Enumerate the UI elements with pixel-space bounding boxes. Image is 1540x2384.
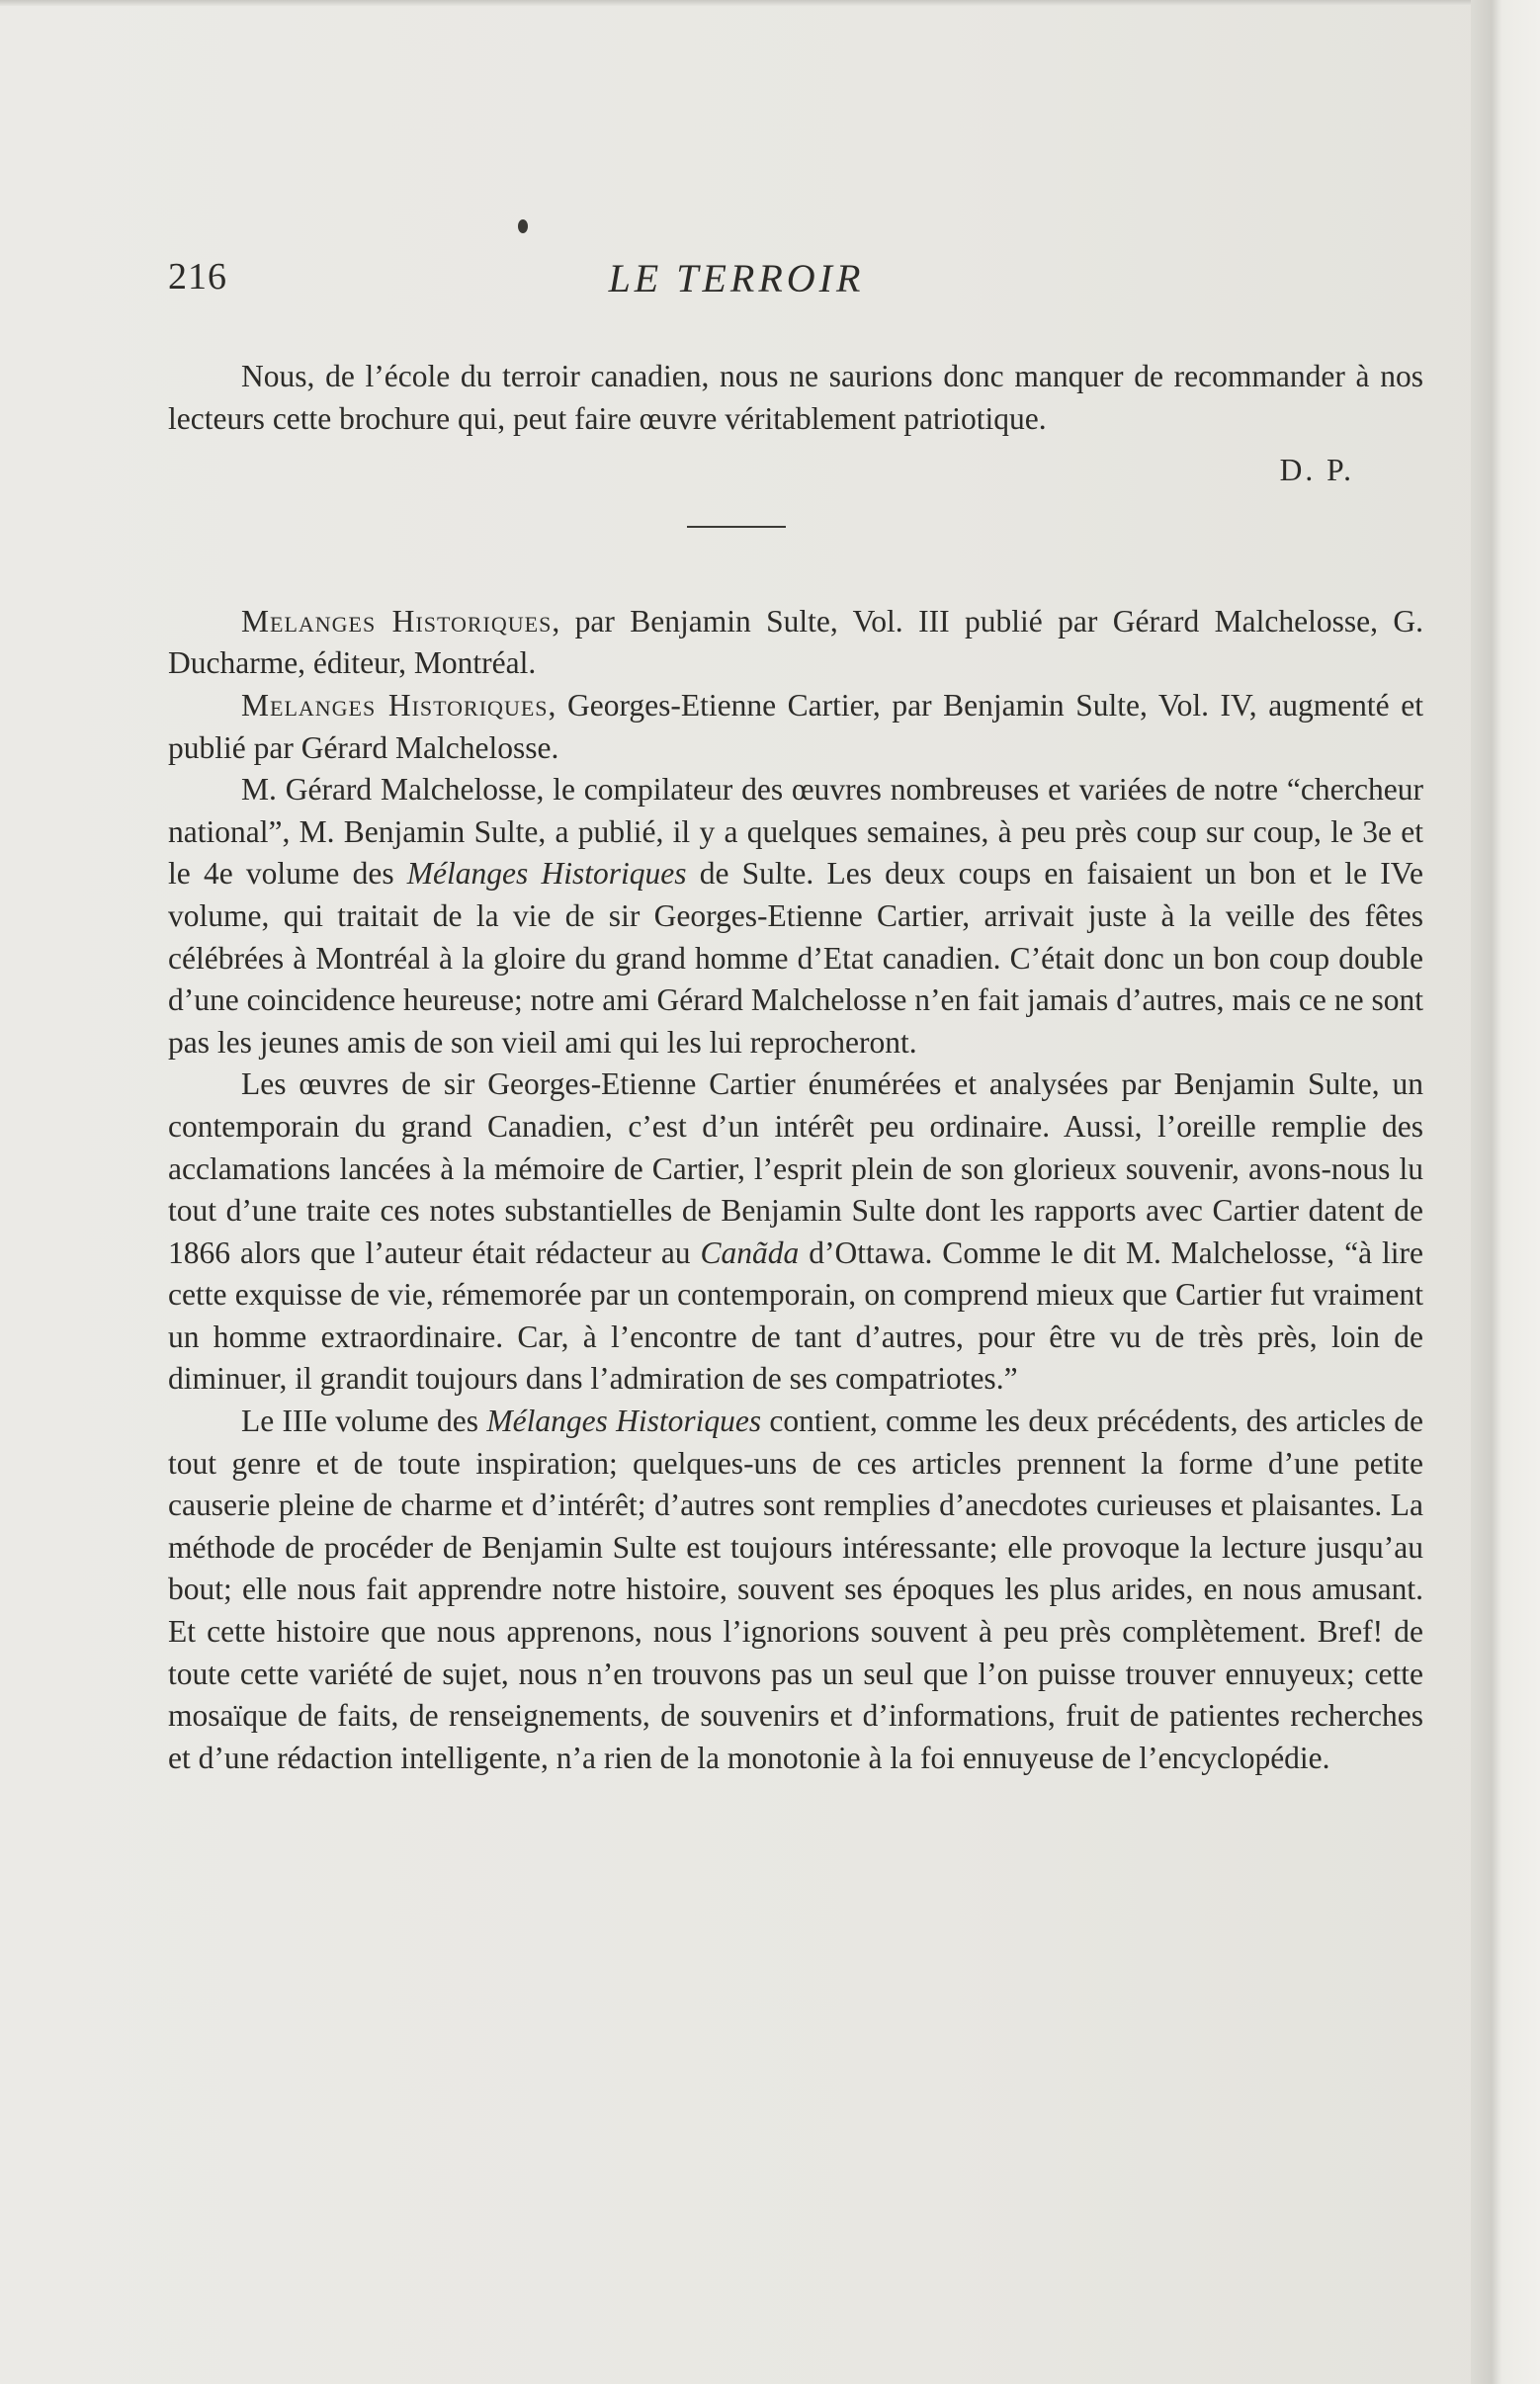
page-number: 216 (168, 256, 227, 298)
review2-paragraph-3: Le IIIe volume des Mélanges Historiques contient, comme les deux précédents, des articles de tout genre et de toute inspiration; quelques-uns de ces articles prennent la forme d’une petite causerie pleine de charme et d’intérêt; d’autres sont remplies d’anecdotes curieuses et plaisantes. La méthode de procéder de Benjamin Sulte est toujours intéressante; elle provoque la lecture jusqu’au bout; elle nous fait apprendre notre histoire, souvent ses époques les plus arides, en nous amusant. Et cette histoire que nous apprenons, nous l’ignorions souvent à peu près complètement. Bref! de toute cette variété de sujet, nous n’en trouvons pas un seul que l’on puisse trouver ennuyeux; cette mosaïque de faits, de renseignements, de souvenirs et d’informations, fruit de patientes recherches et d’une rédaction intelligente, n’a rien de la monotonie à la foi ennuyeuse de l’encyclopédie. (168, 1404, 1423, 1775)
book-details: , Georges-Etienne Cartier, par Benjamin Sulte, Vol. IV, augmenté et publié par Gérard Malchelosse. (168, 687, 1423, 765)
page-header (168, 255, 1423, 314)
book-title: Melanges Historiques (241, 687, 549, 723)
italic-title: Mélanges Historiques (406, 856, 687, 892)
book-details: , par Benjamin Sulte, Vol. III publié par Gérard Malchelosse, G. Ducharme, éditeur, Montréal. (168, 603, 1423, 681)
running-title: LE TERROIR (608, 256, 865, 300)
review2-paragraph-2: Les œuvres de sir Georges-Etienne Cartier énumérées et analysées par Benjamin Sulte, un contemporain du grand Canadien, c’est d’un intérêt peu ordinaire. Aussi, l’oreille remplie des acclamations lancées à la mémoire de Cartier, l’esprit plein de son glorieux souvenir, avons-nous lu tout d’une traite ces notes substantielles de Benjamin Sulte dont les rapports avec Cartier datent de 1866 alors que l’auteur était rédacteur au Canãda d’Ottawa. Comme le dit M. Malchelosse, “à lire cette exquisse de vie, rémemorée par un contemporain, on comprend mieux que Cartier fut vraiment un homme extraordinaire. Car, à l’encontre de tant d’autres, pour être vu de très près, loin de diminuer, il grandit toujours dans l’admiration de ses compatriotes.” (168, 1066, 1423, 1397)
review1-signature: D. P. (1279, 453, 1354, 488)
book-title: Melanges Historiques (241, 603, 553, 639)
book-entry-vol4 (168, 685, 1423, 769)
review1-closing-paragraph: Nous, de l’école du terroir canadien, nous ne saurions donc manquer de recommander à nos lecteurs cette brochure qui, peut faire œuvre véritablement patriotique. (168, 359, 1423, 436)
page-top-edge (0, 0, 1473, 6)
review2-paragraph-1: M. Gérard Malchelosse, le compilateur des œuvres nombreuses et variées de notre “chercheur national”, M. Benjamin Sulte, a publié, il y a quelques semaines, à peu près coup sur coup, le 3e et le 4e volume des Mélanges Historiques de Sulte. Les deux coups en faisaient un bon et le IVe volume, qui traitait de la vie de sir Georges-Etienne Cartier, arrivait juste à la veille des fêtes célébrées à Montréal à la gloire du grand homme d’Etat canadien. C’était donc un bon coup double d’une coincidence heureuse; notre ami Gérard Malchelosse n’en fait jamais d’autres, mais ce ne sont pas les jeunes amis de son vieil ami qui les lui reprocheront. (168, 772, 1423, 1060)
page-right-edge (1471, 0, 1540, 2384)
section-separator (687, 526, 786, 528)
book-entry-vol3 (168, 601, 1423, 685)
italic-newspaper: Canãda (700, 1235, 800, 1270)
ink-speck (518, 219, 528, 233)
page-body (168, 356, 1423, 1779)
italic-title: Mélanges Historiques (486, 1404, 762, 1439)
